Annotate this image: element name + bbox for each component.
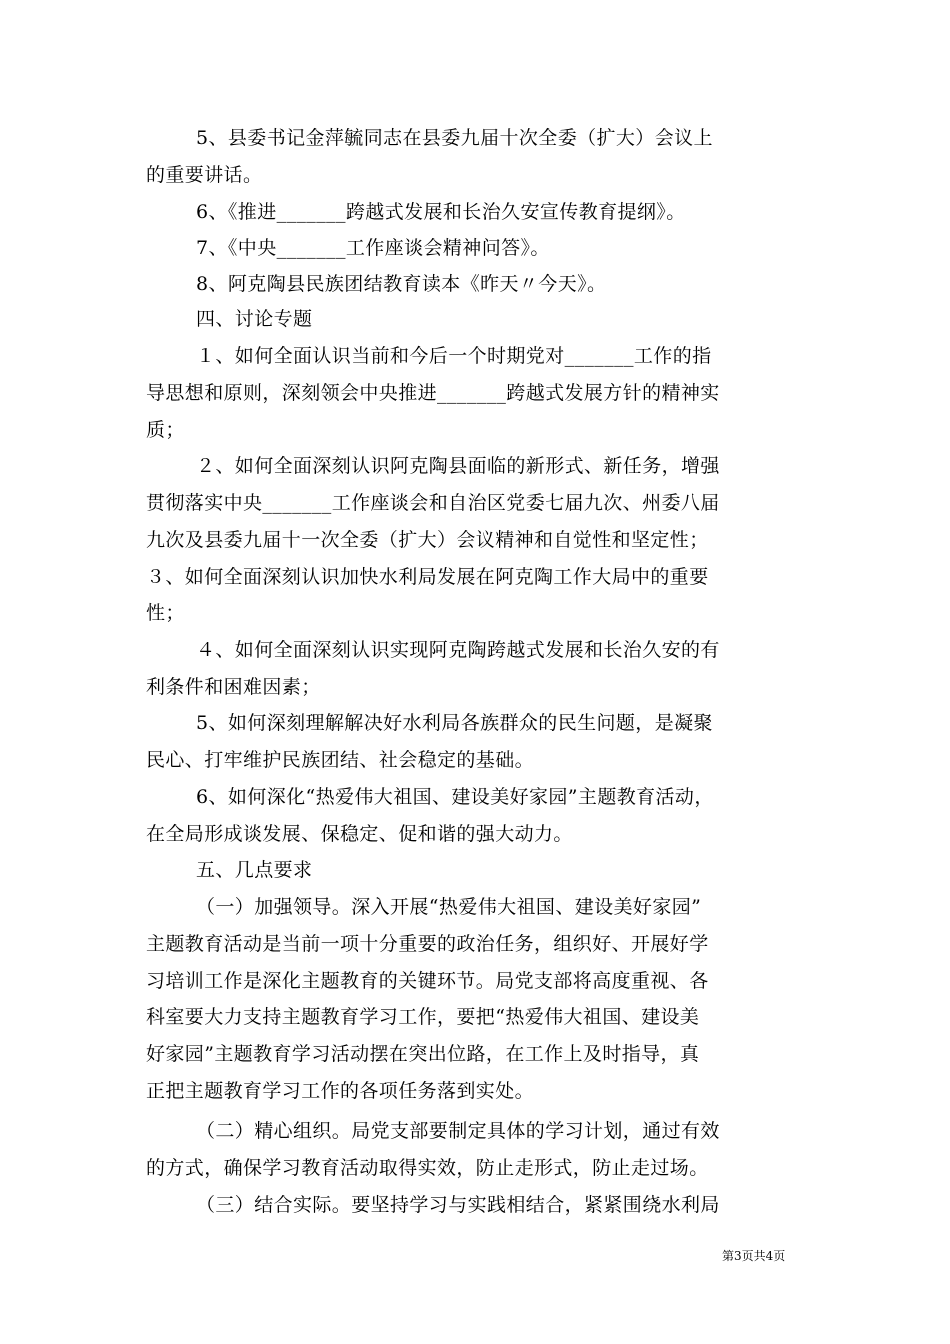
text-line: 习培训工作是深化主题教育的关键环节。局党支部将高度重视、各 — [146, 970, 709, 992]
section-heading: 五、几点要求 — [196, 859, 313, 881]
text-line: 7、《中央_______工作座谈会精神问答》。 — [196, 237, 550, 259]
section-heading: 四、讨论专题 — [196, 308, 313, 330]
text-line: 5、县委书记金萍毓同志在县委九届十次全委（扩大）会议上 — [196, 127, 713, 149]
text-line: 性； — [146, 602, 185, 624]
text-line: 导思想和原则，深刻领会中央推进_______跨越式发展方针的精神实 — [146, 382, 720, 404]
text-line: 的方式，确保学习教育活动取得实效，防止走形式，防止走过场。 — [146, 1157, 709, 1179]
text-line: （一）加强领导。深入开展“热爱伟大祖国、建设美好家园” — [196, 896, 702, 918]
page-number-footer: 第3页共4页 — [722, 1249, 786, 1263]
text-line: 科室要大力支持主题教育学习工作，要把“热爱伟大祖国、建设美 — [146, 1006, 700, 1028]
text-line: 5、如何深刻理解解决好水利局各族群众的民生问题，是凝聚 — [196, 712, 713, 734]
text-line: 的重要讲话。 — [146, 164, 263, 186]
text-line: 质； — [146, 419, 185, 441]
text-line: 8、阿克陶县民族团结教育读本《昨天〃今天》。 — [196, 273, 607, 295]
text-line: １、如何全面认识当前和今后一个时期党对_______工作的指 — [196, 345, 712, 367]
text-line: 民心、打牢维护民族团结、社会稳定的基础。 — [146, 749, 535, 771]
text-line: 贯彻落实中央_______工作座谈会和自治区党委七届九次、州委八届 — [146, 492, 720, 514]
text-line: ２、如何全面深刻认识阿克陶县面临的新形式、新任务，增强 — [196, 455, 720, 477]
text-line: 主题教育活动是当前一项十分重要的政治任务，组织好、开展好学 — [146, 933, 709, 955]
text-line: （三）结合实际。要坚持学习与实践相结合，紧紧围绕水利局 — [196, 1194, 720, 1216]
text-line: 利条件和困难因素； — [146, 676, 321, 698]
text-line: ３、如何全面深刻认识加快水利局发展在阿克陶工作大局中的重要 — [146, 566, 709, 588]
text-line: （二）精心组织。局党支部要制定具体的学习计划，通过有效 — [196, 1120, 720, 1142]
text-line: ４、如何全面深刻认识实现阿克陶跨越式发展和长治久安的有 — [196, 639, 720, 661]
text-line: 6、如何深化“热爱伟大祖国、建设美好家园”主题教育活动， — [196, 786, 714, 808]
text-line: 6、《推进_______跨越式发展和长治久安宣传教育提纲》。 — [196, 201, 686, 223]
text-line: 好家园”主题教育学习活动摆在突出位路，在工作上及时指导，真 — [146, 1043, 700, 1065]
text-line: 在全局形成谈发展、保稳定、促和谐的强大动力。 — [146, 823, 573, 845]
text-line: 正把主题教育学习工作的各项任务落到实处。 — [146, 1080, 535, 1102]
text-line: 九次及县委九届十一次全委（扩大）会议精神和自觉性和坚定性； — [146, 529, 709, 551]
